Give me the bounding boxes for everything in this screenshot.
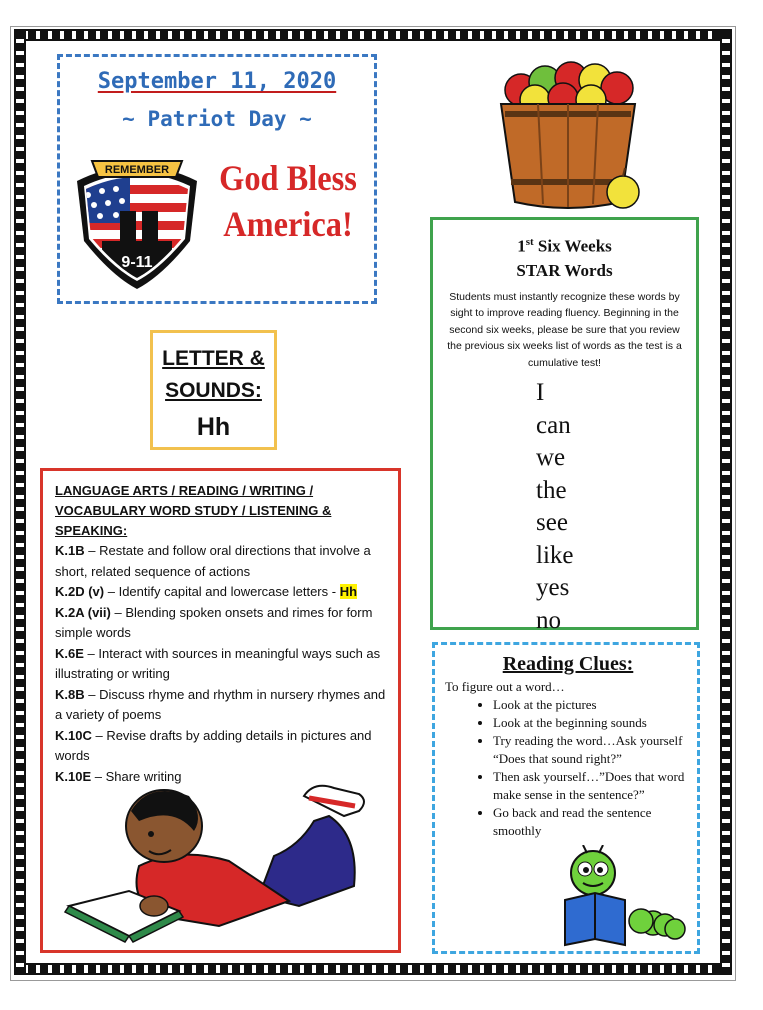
la-heading-line-1: LANGUAGE ARTS / READING / WRITING / [55,483,314,498]
star-word: I [536,379,545,407]
date-heading: September 11, 2020 [97,69,337,94]
checkered-border-right [720,29,732,975]
badge-911-text: 9-11 [121,254,153,271]
standard-item [55,541,390,582]
star-title-rest: Six Weeks [533,236,612,256]
star-word: we [536,444,566,472]
standard-item [55,603,390,644]
reading-clue-item: • Then ask yourself…”Does that word make sense in the sentence?” [493,768,691,804]
standard-item [55,726,390,767]
slogan-line-2: America! [223,204,353,244]
star-word: can [536,411,571,439]
standard-text: – Blending spoken onsets and rimes for form simple words [55,604,373,640]
star-words-box [430,217,699,634]
language-arts-box [40,468,401,953]
reading-clues-intro: To figure out a word… [445,679,565,694]
checkered-border-bottom [14,963,732,975]
star-word: the [536,476,567,504]
standard-code: K.8B [55,686,85,702]
bookworm-icon [553,845,688,950]
standard-code: K.6E [55,645,84,661]
standard-text: – Share writing [91,768,182,784]
patriot-day-box [57,54,377,304]
standard-code: K.10C [55,727,92,743]
letter-of-week: Hh [196,413,231,441]
slogan-line-1: God Bless [219,158,357,198]
remember-911-badge-icon [72,141,202,291]
standard-code: K.2D (v) [55,584,105,599]
la-heading-line-2: VOCABULARY WORD STUDY / LISTENING & [55,503,332,518]
star-words-title [433,230,696,283]
standard-code: K.10E [55,768,92,784]
star-word: like [536,541,574,569]
highlighted-letter: Hh [339,584,358,599]
observance-title: ~ Patriot Day ~ [122,107,312,131]
standard-item [55,582,390,603]
reading-clues-box [432,642,700,954]
letter-sounds-heading-1: LETTER & [162,347,265,370]
reading-clue-item: • Try reading the word…Ask yourself “Does that sound right?” [493,732,691,768]
apple-basket-icon [493,52,643,212]
checkered-border-top [14,29,732,41]
star-word: see [536,509,568,537]
standard-code: K.2A (vii) [55,604,111,620]
reading-clue-item: • Look at the beginning sounds [493,714,691,732]
star-words-description: Students must instantly recognize these words by sight to improve reading fluency. Beginning in the second six weeks, please be sure that you review the previous six weeks list of words as the test is a cumulative test! [447,290,682,369]
star-title-ordinal: st [525,236,534,248]
standards-list [55,541,390,787]
god-bless-america-slogan [216,155,360,247]
standard-text: – Discuss rhyme and rhythm in nursery rhymes and a variety of poems [55,686,386,722]
standard-text: – Revise drafts by adding details in pictures and words [55,727,372,763]
reading-boy-icon [59,776,379,946]
star-words-list [433,377,696,637]
standard-text: – Restate and follow oral directions that involve a short, related sequence of actions [55,543,371,579]
star-word: yes [536,574,570,602]
standard-item [55,685,390,726]
la-heading-line-3: SPEAKING: [55,523,128,538]
reading-clues-list [445,696,691,840]
badge-remember-text: REMEMBER [104,164,170,176]
reading-clue-item: • Go back and read the sentence smoothly [493,804,691,840]
standard-item [55,644,390,685]
reading-clues-title: Reading Clues: [502,653,634,675]
reading-clue-item: • Look at the pictures [493,696,691,714]
star-title-number: 1 [517,236,526,256]
star-title-line-2: STAR Words [516,260,613,280]
checkered-border-left [14,29,26,975]
letter-sounds-box [150,330,277,450]
standard-text: – Identify capital and lowercase letters - [104,584,340,599]
standard-code: K.1B [55,543,85,558]
standard-text: – Interact with sources in meaningful ways such as illustrating or writing [55,645,381,681]
star-word: no [536,606,561,634]
letter-sounds-heading-2: SOUNDS: [165,379,262,402]
